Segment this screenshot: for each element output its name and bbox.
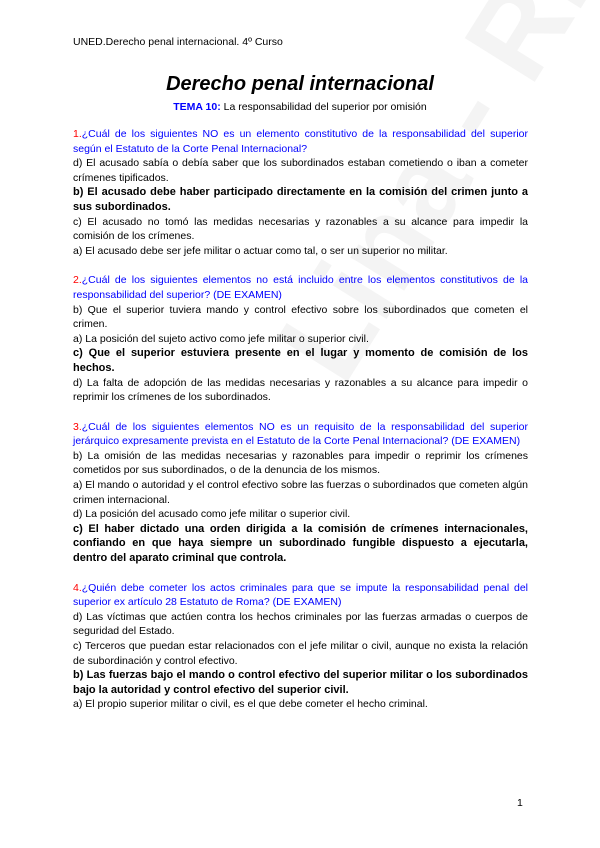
question — [73, 127, 528, 156]
page-header: UNED.Derecho penal internacional. 4º Curso — [73, 36, 283, 48]
answer-option: d) La posición del acusado como jefe militar o superior civil. — [73, 508, 351, 521]
answer-option-correct: c) Que el superior estuviera presente en el lugar y momento de comisión de los hechos. — [73, 347, 528, 374]
answer-option: d) La falta de adopción de las medidas necesarias y razonables a su alcance para impedir o reprimir los crímenes de los subordinados. — [73, 376, 528, 404]
document-subtitle — [0, 101, 600, 113]
answer-option: c) Terceros que puedan estar relacionados con el jefe militar o civil, aunque no exista la relación de subordinación y control efectivo. — [73, 640, 528, 667]
page-number: 1 — [517, 797, 523, 809]
answer-option-correct: b) Las fuerzas bajo el mando o control efectivo del superior militar o los subordinados bajo la autoridad y control efectivo del superior civil. — [73, 669, 528, 696]
question-block — [73, 273, 528, 404]
question-text: ¿Cuál de los siguientes elementos NO es un requisito de la responsabilidad del superior jerárquico expresamente prevista en el Estatuto de la Corte Penal Internacional? (DE EXAMEN) — [73, 420, 528, 448]
tema-text: La responsabilidad del superior por omisión — [220, 101, 427, 113]
answer-option: a) El propio superior militar o civil, es el que debe cometer el hecho criminal. — [73, 698, 428, 711]
answer-option-correct: b) El acusado debe haber participado directamente en la comisión del crimen junto a sus subordinados. — [73, 186, 528, 213]
question-text: ¿Quién debe cometer los actos criminales para que se impute la responsabilidad penal del superior ex artículo 28 Estatuto de Roma? (DE EXAMEN) — [73, 581, 528, 609]
answer-option: b) La omisión de las medidas necesarias y razonables para impedir o reprimir los crímenes cometidos por sus subordinados, o de la denuncia de los mismos. — [73, 449, 528, 477]
answer-option: a) El acusado debe ser jefe militar o actuar como tal, o ser un superior no militar. — [73, 244, 448, 257]
question-block — [73, 127, 528, 258]
question-number: 4. — [73, 581, 82, 594]
document-title: Derecho penal internacional — [166, 73, 434, 95]
question-number: 1. — [73, 128, 82, 140]
question-number: 3. — [73, 420, 82, 433]
question-text: ¿Cuál de los siguientes elementos no está incluido entre los elementos constitutivos de la responsabilidad del superior? (DE EXAMEN) — [73, 274, 528, 301]
question-number: 2. — [73, 274, 82, 287]
question-block — [73, 420, 528, 566]
answer-option: d) Las víctimas que actúen contra los hechos criminales por las fuerzas armadas o cuerpos de seguridad del Estado. — [73, 610, 528, 638]
answer-option: a) El mando o autoridad y el control efectivo sobre las fuerzas o subordinados que cometen algún crimen internacional. — [73, 479, 528, 506]
question — [73, 420, 528, 449]
answer-option-correct: c) El haber dictado una orden dirigida a la comisión de crímenes internacionales, confiando en que haya siempre un subordinado fungible dispuesto a ejecutarla, dentro del aparato criminal que controla. — [73, 522, 528, 565]
answer-option: b) Que el superior tuviera mando y control efectivo sobre los subordinados que cometen el crimen. — [73, 303, 528, 331]
question-block — [73, 581, 528, 712]
question — [73, 581, 528, 610]
question — [73, 273, 528, 302]
questions-container — [73, 127, 528, 727]
question-text: ¿Cuál de los siguientes NO es un elemento constitutivo de la responsabilidad del superior según el Estatuto de la Corte Penal Internacional? — [73, 128, 528, 155]
answer-option: d) El acusado sabía o debía saber que los subordinados estaban cometiendo o iban a cometer crímenes tipificados. — [73, 157, 528, 184]
tema-label: TEMA 10: — [173, 101, 221, 113]
answer-option: a) La posición del sujeto activo como jefe militar o superior civil. — [73, 332, 369, 345]
answer-option: c) El acusado no tomó las medidas necesarias y razonables a su alcance para impedir la comisión de los crímenes. — [73, 215, 528, 243]
